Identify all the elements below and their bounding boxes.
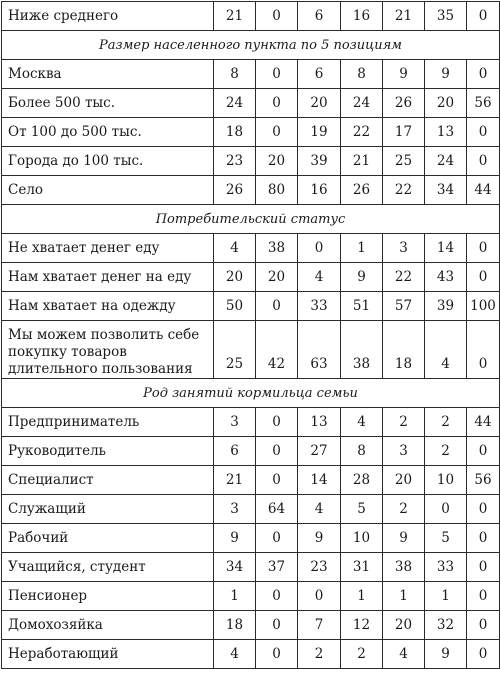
- value-cell: 23: [214, 147, 256, 176]
- value-cell: 0: [256, 582, 298, 611]
- value-cell: 44: [467, 408, 500, 437]
- row-label: Москва: [2, 60, 214, 89]
- value-cell: 0: [467, 118, 500, 147]
- section-title: Потребительский статус: [2, 205, 500, 234]
- value-cell: 0: [256, 466, 298, 495]
- row-label: Учащийся, студент: [2, 553, 214, 582]
- value-cell: 33: [425, 553, 467, 582]
- value-cell: 1: [341, 582, 383, 611]
- value-cell: 18: [383, 321, 425, 379]
- table-row: [2, 553, 500, 582]
- value-cell: 10: [341, 524, 383, 553]
- value-cell: 14: [425, 234, 467, 263]
- value-cell: 25: [214, 321, 256, 379]
- value-cell: 0: [256, 524, 298, 553]
- value-cell: 9: [383, 60, 425, 89]
- value-cell: 0: [256, 437, 298, 466]
- value-cell: 20: [425, 89, 467, 118]
- table-row: [2, 582, 500, 611]
- row-label: Более 500 тыс.: [2, 89, 214, 118]
- value-cell: 39: [298, 147, 341, 176]
- table-row: [2, 89, 500, 118]
- value-cell: 9: [298, 524, 341, 553]
- value-cell: 56: [467, 89, 500, 118]
- table-body: [2, 2, 500, 669]
- value-cell: 27: [298, 437, 341, 466]
- value-cell: 0: [256, 611, 298, 640]
- value-cell: 25: [383, 147, 425, 176]
- table-row: [2, 2, 500, 31]
- section-header-row: [2, 31, 500, 60]
- value-cell: 2: [383, 495, 425, 524]
- value-cell: 9: [425, 60, 467, 89]
- value-cell: 24: [341, 89, 383, 118]
- value-cell: 35: [425, 2, 467, 31]
- section-header-row: [2, 205, 500, 234]
- value-cell: 57: [383, 292, 425, 321]
- value-cell: 9: [214, 524, 256, 553]
- value-cell: 16: [298, 176, 341, 205]
- value-cell: 24: [214, 89, 256, 118]
- row-label: Ниже среднего: [2, 2, 214, 31]
- section-title: Размер населенного пункта по 5 позициям: [2, 31, 500, 60]
- value-cell: 0: [467, 263, 500, 292]
- value-cell: 0: [467, 495, 500, 524]
- table-row: [2, 640, 500, 669]
- value-cell: 43: [425, 263, 467, 292]
- value-cell: 0: [467, 321, 500, 379]
- value-cell: 0: [298, 234, 341, 263]
- value-cell: 6: [298, 2, 341, 31]
- value-cell: 0: [256, 89, 298, 118]
- table-row: [2, 437, 500, 466]
- table-row: [2, 234, 500, 263]
- value-cell: 0: [467, 60, 500, 89]
- value-cell: 23: [298, 553, 341, 582]
- value-cell: 0: [256, 2, 298, 31]
- row-label: Руководитель: [2, 437, 214, 466]
- row-label: Специалист: [2, 466, 214, 495]
- data-table: [1, 1, 500, 669]
- value-cell: 8: [341, 437, 383, 466]
- value-cell: 0: [467, 234, 500, 263]
- value-cell: 28: [341, 466, 383, 495]
- value-cell: 3: [383, 437, 425, 466]
- value-cell: 8: [214, 60, 256, 89]
- value-cell: 0: [256, 60, 298, 89]
- value-cell: 0: [256, 408, 298, 437]
- value-cell: 0: [467, 582, 500, 611]
- value-cell: 13: [425, 118, 467, 147]
- value-cell: 34: [214, 553, 256, 582]
- value-cell: 26: [383, 89, 425, 118]
- row-label: Нам хватает денег на еду: [2, 263, 214, 292]
- value-cell: 8: [341, 60, 383, 89]
- table-row: [2, 118, 500, 147]
- table-row: [2, 495, 500, 524]
- table-row: [2, 176, 500, 205]
- value-cell: 24: [425, 147, 467, 176]
- value-cell: 0: [467, 611, 500, 640]
- section-header-row: [2, 379, 500, 408]
- value-cell: 80: [256, 176, 298, 205]
- value-cell: 4: [383, 640, 425, 669]
- table-row: [2, 611, 500, 640]
- value-cell: 22: [341, 118, 383, 147]
- value-cell: 0: [467, 553, 500, 582]
- value-cell: 38: [256, 234, 298, 263]
- value-cell: 33: [298, 292, 341, 321]
- value-cell: 4: [425, 321, 467, 379]
- value-cell: 5: [341, 495, 383, 524]
- value-cell: 39: [425, 292, 467, 321]
- row-label: Нам хватает на одежду: [2, 292, 214, 321]
- value-cell: 1: [383, 582, 425, 611]
- value-cell: 0: [256, 292, 298, 321]
- value-cell: 38: [341, 321, 383, 379]
- row-label: Города до 100 тыс.: [2, 147, 214, 176]
- value-cell: 1: [341, 234, 383, 263]
- value-cell: 1: [214, 582, 256, 611]
- value-cell: 20: [256, 263, 298, 292]
- value-cell: 14: [298, 466, 341, 495]
- value-cell: 5: [425, 524, 467, 553]
- row-label: Рабочий: [2, 524, 214, 553]
- value-cell: 10: [425, 466, 467, 495]
- value-cell: 21: [341, 147, 383, 176]
- section-title: Род занятий кормильца семьи: [2, 379, 500, 408]
- row-label: Не хватает денег еду: [2, 234, 214, 263]
- value-cell: 4: [214, 640, 256, 669]
- value-cell: 12: [341, 611, 383, 640]
- value-cell: 2: [425, 437, 467, 466]
- table-row: [2, 292, 500, 321]
- value-cell: 0: [467, 640, 500, 669]
- value-cell: 16: [341, 2, 383, 31]
- value-cell: 2: [425, 408, 467, 437]
- value-cell: 20: [256, 147, 298, 176]
- value-cell: 18: [214, 611, 256, 640]
- value-cell: 0: [256, 640, 298, 669]
- table-row: [2, 408, 500, 437]
- value-cell: 0: [256, 118, 298, 147]
- table-row: [2, 147, 500, 176]
- value-cell: 50: [214, 292, 256, 321]
- value-cell: 0: [467, 147, 500, 176]
- table-row: [2, 524, 500, 553]
- value-cell: 9: [383, 524, 425, 553]
- value-cell: 64: [256, 495, 298, 524]
- value-cell: 3: [214, 495, 256, 524]
- value-cell: 2: [383, 408, 425, 437]
- value-cell: 0: [298, 582, 341, 611]
- row-label: Домохозяйка: [2, 611, 214, 640]
- value-cell: 63: [298, 321, 341, 379]
- value-cell: 4: [298, 263, 341, 292]
- value-cell: 100: [467, 292, 500, 321]
- value-cell: 0: [467, 437, 500, 466]
- row-label: От 100 до 500 тыс.: [2, 118, 214, 147]
- value-cell: 56: [467, 466, 500, 495]
- row-label: Неработающий: [2, 640, 214, 669]
- table-row: [2, 321, 500, 379]
- row-label: Село: [2, 176, 214, 205]
- value-cell: 0: [425, 495, 467, 524]
- value-cell: 37: [256, 553, 298, 582]
- value-cell: 13: [298, 408, 341, 437]
- value-cell: 2: [298, 640, 341, 669]
- value-cell: 7: [298, 611, 341, 640]
- table-row: [2, 466, 500, 495]
- value-cell: 6: [214, 437, 256, 466]
- value-cell: 44: [467, 176, 500, 205]
- value-cell: 3: [214, 408, 256, 437]
- value-cell: 9: [341, 263, 383, 292]
- row-label: Пенсионер: [2, 582, 214, 611]
- value-cell: 6: [298, 60, 341, 89]
- value-cell: 21: [214, 466, 256, 495]
- value-cell: 0: [467, 524, 500, 553]
- value-cell: 32: [425, 611, 467, 640]
- value-cell: 26: [341, 176, 383, 205]
- value-cell: 2: [341, 640, 383, 669]
- value-cell: 19: [298, 118, 341, 147]
- value-cell: 42: [256, 321, 298, 379]
- value-cell: 26: [214, 176, 256, 205]
- value-cell: 4: [214, 234, 256, 263]
- row-label: Мы можем позволить себе покупку товаров длительного пользования: [2, 321, 214, 379]
- value-cell: 4: [341, 408, 383, 437]
- value-cell: 4: [298, 495, 341, 524]
- value-cell: 0: [467, 2, 500, 31]
- row-label: Предприниматель: [2, 408, 214, 437]
- value-cell: 17: [383, 118, 425, 147]
- value-cell: 3: [383, 234, 425, 263]
- value-cell: 34: [425, 176, 467, 205]
- value-cell: 31: [341, 553, 383, 582]
- row-label: Служащий: [2, 495, 214, 524]
- value-cell: 21: [214, 2, 256, 31]
- value-cell: 20: [298, 89, 341, 118]
- table-row: [2, 60, 500, 89]
- value-cell: 20: [383, 466, 425, 495]
- value-cell: 22: [383, 176, 425, 205]
- value-cell: 9: [425, 640, 467, 669]
- value-cell: 38: [383, 553, 425, 582]
- value-cell: 51: [341, 292, 383, 321]
- value-cell: 20: [383, 611, 425, 640]
- value-cell: 18: [214, 118, 256, 147]
- value-cell: 20: [214, 263, 256, 292]
- value-cell: 22: [383, 263, 425, 292]
- value-cell: 21: [383, 2, 425, 31]
- table-row: [2, 263, 500, 292]
- value-cell: 1: [425, 582, 467, 611]
